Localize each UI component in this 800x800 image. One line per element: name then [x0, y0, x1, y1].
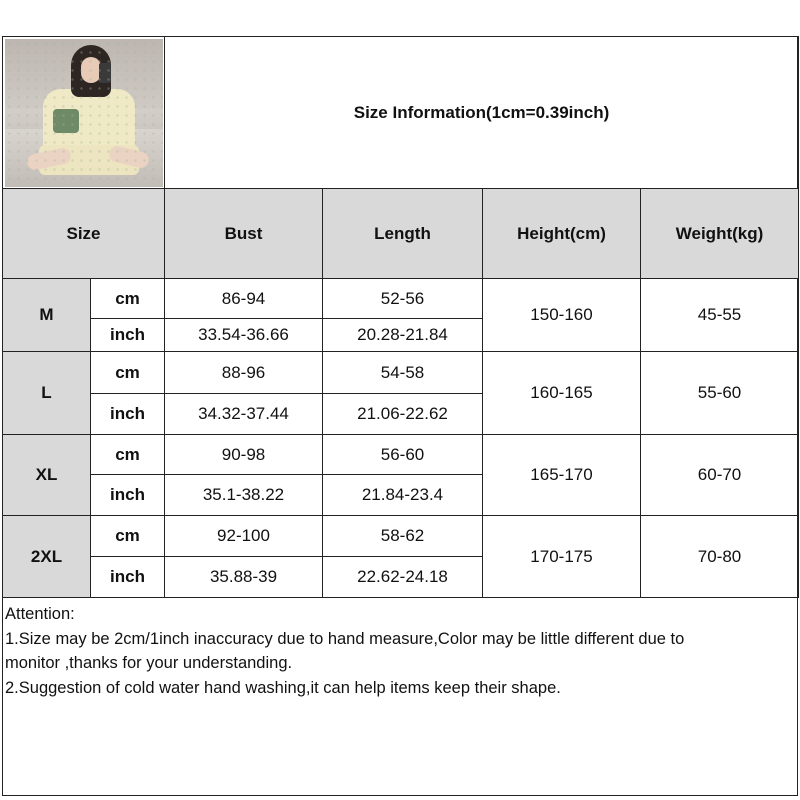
weight-2xl: 70-80 [641, 516, 799, 598]
unit-inch: inch [91, 394, 165, 435]
unit-inch: inch [91, 475, 165, 516]
size-label-2xl: 2XL [3, 516, 91, 598]
unit-cm: cm [91, 279, 165, 319]
weight-m: 45-55 [641, 279, 799, 352]
height-xl: 165-170 [483, 435, 641, 516]
height-l: 160-165 [483, 352, 641, 435]
header-bust: Bust [165, 189, 323, 279]
unit-inch: inch [91, 319, 165, 352]
height-m: 150-160 [483, 279, 641, 352]
bust-cm-m: 86-94 [165, 279, 323, 319]
header-length: Length [323, 189, 483, 279]
bust-cm-xl: 90-98 [165, 435, 323, 475]
bust-inch-m: 33.54-36.66 [165, 319, 323, 352]
size-label-l: L [3, 352, 91, 435]
height-2xl: 170-175 [483, 516, 641, 598]
size-label-xl: XL [3, 435, 91, 516]
length-cm-l: 54-58 [323, 352, 483, 394]
note-line-2: 2.Suggestion of cold water hand washing,it can help items keep their shape. [5, 678, 561, 697]
size-table [2, 36, 799, 598]
note-line-1a: 1.Size may be 2cm/1inch inaccuracy due to hand measure,Color may be little different due to [5, 629, 685, 648]
length-inch-l: 21.06-22.62 [323, 394, 483, 435]
bust-cm-2xl: 92-100 [165, 516, 323, 557]
bust-inch-xl: 35.1-38.22 [165, 475, 323, 516]
product-photo [5, 39, 163, 187]
attention-notes [5, 602, 795, 700]
notes-heading: Attention: [5, 605, 75, 623]
weight-l: 55-60 [641, 352, 799, 435]
bust-cm-l: 88-96 [165, 352, 323, 394]
header-height: Height(cm) [483, 189, 641, 279]
note-line-1b: monitor ,thanks for your understanding. [5, 654, 293, 672]
unit-cm: cm [91, 435, 165, 475]
product-photo-cell [3, 37, 165, 189]
unit-cm: cm [91, 352, 165, 394]
size-label-m: M [3, 279, 91, 352]
header-size: Size [3, 189, 165, 279]
length-inch-2xl: 22.62-24.18 [323, 557, 483, 598]
bust-inch-2xl: 35.88-39 [165, 557, 323, 598]
length-cm-2xl: 58-62 [323, 516, 483, 557]
bust-inch-l: 34.32-37.44 [165, 394, 323, 435]
chart-title: Size Information(1cm=0.39inch) [165, 37, 799, 189]
weight-xl: 60-70 [641, 435, 799, 516]
length-cm-m: 52-56 [323, 279, 483, 319]
length-inch-xl: 21.84-23.4 [323, 475, 483, 516]
unit-inch: inch [91, 557, 165, 598]
length-inch-m: 20.28-21.84 [323, 319, 483, 352]
header-weight: Weight(kg) [641, 189, 799, 279]
unit-cm: cm [91, 516, 165, 557]
length-cm-xl: 56-60 [323, 435, 483, 475]
